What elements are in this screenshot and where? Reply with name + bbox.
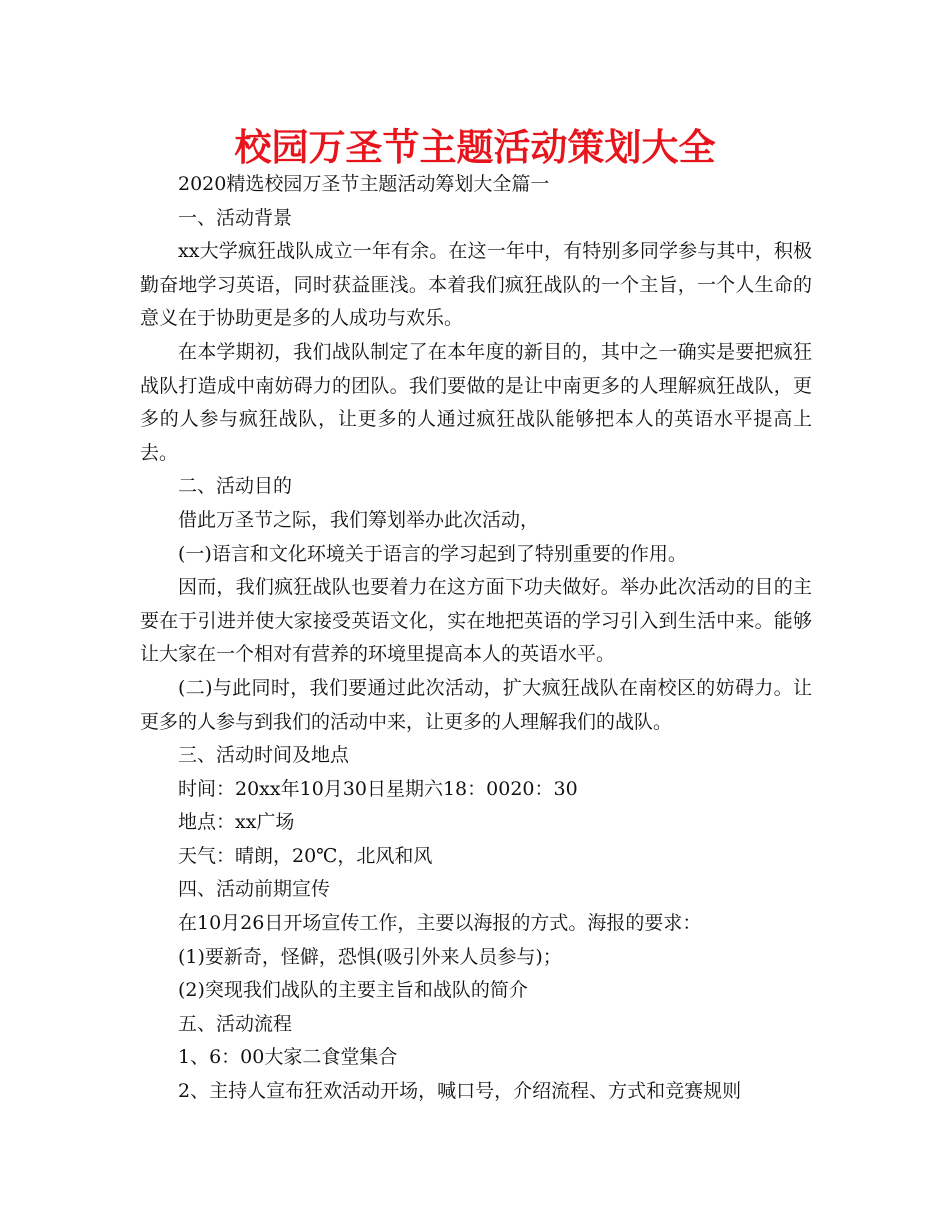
paragraph: 因而，我们疯狂战队也要着力在这方面下功夫做好。举办此次活动的目的主要在于引进并使大家接受英语文化，实在地把英语的学习引入到生活中来。能够让大家在一个相对有营养的环境里提高本人的英语水平。 xyxy=(140,576,812,666)
document-title: 校园万圣节主题活动策划大全 xyxy=(234,126,716,169)
section-heading-background: 一、活动背景 xyxy=(178,206,293,229)
section-heading-time-place: 三、活动时间及地点 xyxy=(178,744,350,767)
detail-weather: 天气：晴朗，20℃，北风和风 xyxy=(178,844,433,867)
paragraph: 在10月26日开场宣传工作，主要以海报的方式。海报的要求： xyxy=(178,912,702,935)
paragraph: (一)语言和文化环境关于语言的学习起到了特别重要的作用。 xyxy=(178,542,687,565)
list-item: 2、主持人宣布狂欢活动开场，喊口号，介绍流程、方式和竞赛规则 xyxy=(178,1080,742,1103)
paragraph: 借此万圣节之际，我们筹划举办此次活动， xyxy=(178,508,540,531)
list-item: (1)要新奇，怪僻，恐惧(吸引外来人员参与)； xyxy=(178,945,562,968)
detail-place: 地点：xx广场 xyxy=(178,811,295,834)
detail-time: 时间：20xx年10月30日星期六18：0020：30 xyxy=(178,777,578,800)
section-heading-purpose: 二、活动目的 xyxy=(178,475,293,498)
subtitle-paragraph: 2020精选校园万圣节主题活动筹划大全篇一 xyxy=(178,173,550,195)
paragraph: 在本学期初，我们战队制定了在本年度的新目的，其中之一确实是要把疯狂战队打造成中南妨碍力的团队。我们要做的是让中南更多的人理解疯狂战队，更多的人参与疯狂战队，让更多的人通过疯狂战队能够把本人的英语水平提高上去。 xyxy=(140,340,812,464)
document-body xyxy=(140,168,812,1109)
paragraph: (二)与此同时，我们要通过此次活动，扩大疯狂战队在南校区的妨碍力。让更多的人参与到我们的活动中来，让更多的人理解我们的战队。 xyxy=(140,676,812,733)
list-item: (2)突现我们战队的主要主旨和战队的简介 xyxy=(178,979,528,1002)
section-heading-process: 五、活动流程 xyxy=(178,1012,293,1035)
paragraph: xx大学疯狂战队成立一年有余。在这一年中，有特别多同学参与其中，积极勤奋地学习英语，同时获益匪浅。本着我们疯狂战队的一个主旨，一个人生命的意义在于协助更是多的人成功与欢乐。 xyxy=(140,240,812,330)
section-heading-promotion: 四、活动前期宣传 xyxy=(178,878,331,901)
list-item: 1、6：00大家二食堂集合 xyxy=(178,1046,398,1069)
